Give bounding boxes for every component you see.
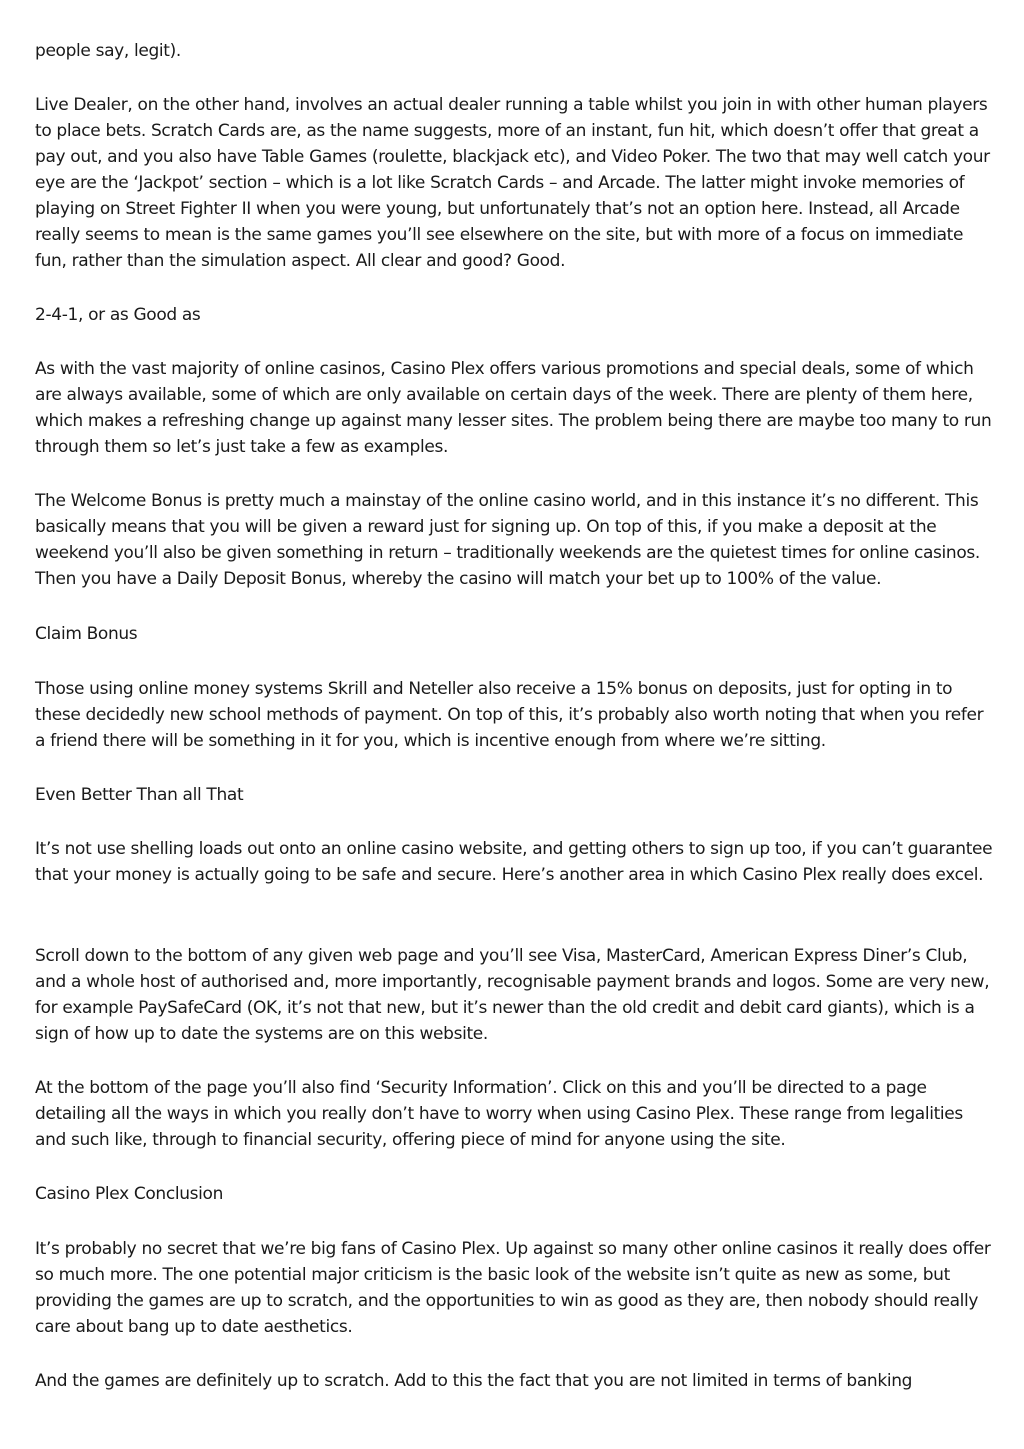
paragraph-conclusion: It’s probably no secret that we’re big fans of Casino Plex. Up against so many other online casinos it really does offer so much more. The one potential major criticism is the basic look of the website isn’t quite as new as some, but providing the games are up to scratch, and the opportunities to win as good as they are, then nobody should really care about bang up to date aesthetics. [35, 1239, 991, 1337]
paragraph-payment-brands: Scroll down to the bottom of any given web page and you’ll see Visa, MasterCard, American Express Diner’s Club, and a whole host of authorised and, more importantly, recognisable payment brands and logos. Some are very new, for example PaySafeCard (OK, it’s not that new, but it’s newer than the old credit and debit card giants), which is a sign of how up to date the systems are on this website. [35, 946, 990, 1044]
heading-2-4-1: 2-4-1, or as Good as [35, 305, 201, 325]
heading-even-better: Even Better Than all That [35, 785, 244, 805]
paragraph-live-dealer: Live Dealer, on the other hand, involves an actual dealer running a table whilst you join in with other human players to place bets. Scratch Cards are, as the name suggests, more of an instant, fun hit, which doesn’t offer that great a pay out, and you also have Table Games (roulette, blackjack etc), and Video Poker. The two that may well catch your eye are the ‘Jackpot’ section – which is a lot like Scratch Cards – and Arcade. The latter might invoke memories of playing on Street Fighter II when you were young, but unfortunately that’s not an option here. Instead, all Arcade really seems to mean is the same games you’ll see elsewhere on the site, but with more of a focus on immediate fun, rather than the simulation aspect. All clear and good? Good. [35, 95, 990, 271]
paragraph-security-information: At the bottom of the page you’ll also find ‘Security Information’. Click on this and you’ll be directed to a page detailing all the ways in which you really don’t have to worry when using Casino Plex. These range from legalities and such like, through to financial security, offering piece of mind for anyone using the site. [35, 1078, 963, 1150]
heading-claim-bonus: Claim Bonus [35, 624, 138, 644]
paragraph-safe-secure: It’s not use shelling loads out onto an online casino website, and getting others to sign up too, if you can’t guarantee that your money is actually going to be safe and secure. Here’s another area in which Casino Plex really does excel. [35, 839, 993, 885]
heading-conclusion: Casino Plex Conclusion [35, 1184, 223, 1204]
paragraph-promotions: As with the vast majority of online casinos, Casino Plex offers various promotions and special deals, some of which are always available, some of which are only available on certain days of the week. There are plenty of them here, which makes a refreshing change up against many lesser sites. The problem being there are maybe too many to run through them so let’s just take a few as examples. [35, 359, 992, 457]
paragraph-games-banking: And the games are definitely up to scratch. Add to this the fact that you are not limited in terms of banking [35, 1371, 913, 1391]
paragraph-skrill-neteller: Those using online money systems Skrill and Neteller also receive a 15% bonus on deposits, just for opting in to these decidedly new school methods of payment. On top of this, it’s probably also worth noting that when you refer a friend there will be something in it for you, which is incentive enough from where we’re sitting. [35, 679, 984, 751]
paragraph-intro-tail: people say, legit). [35, 41, 181, 61]
paragraph-welcome-bonus: The Welcome Bonus is pretty much a mainstay of the online casino world, and in this instance it’s no different. This basically means that you will be given a reward just for signing up. On top of this, if you make a deposit at the weekend you’ll also be given something in return – traditionally weekends are the quietest times for online casinos. Then you have a Daily Deposit Bonus, whereby the casino will match your bet up to 100% of the value. [35, 491, 980, 589]
